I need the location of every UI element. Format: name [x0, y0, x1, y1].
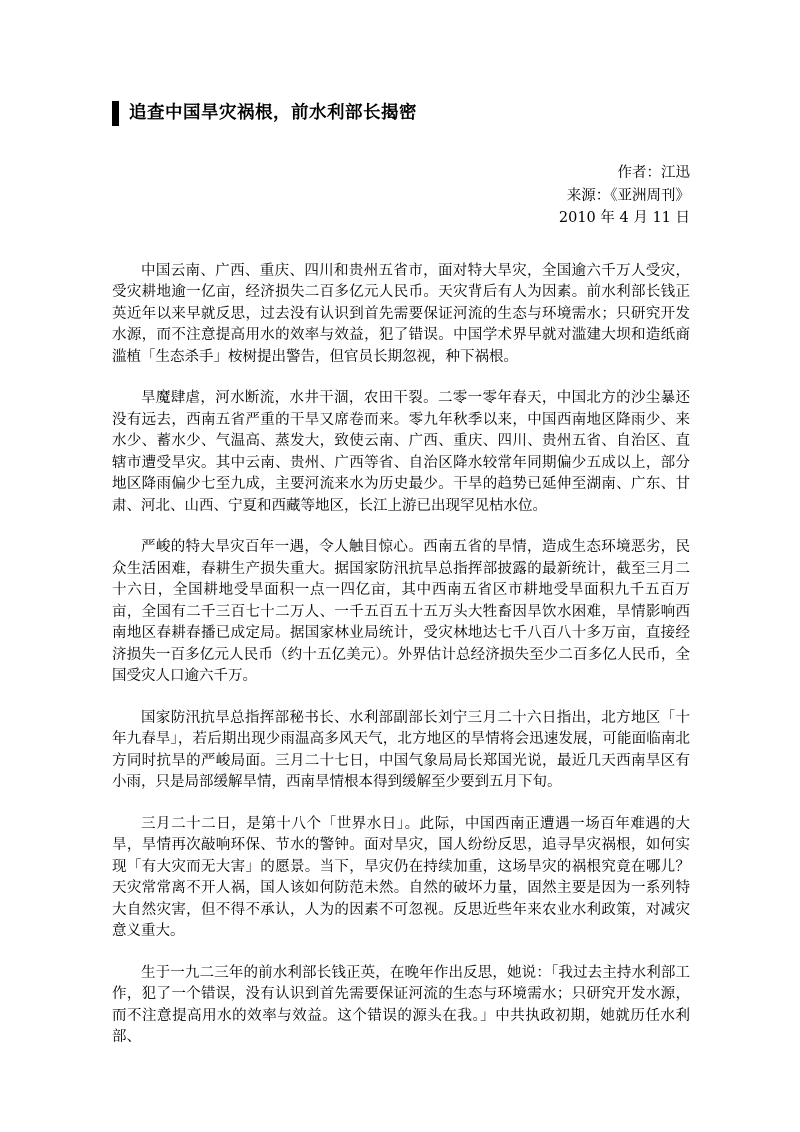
- article-paragraph-2: 旱魔肆虐，河水断流，水井干涸，农田干裂。二零一零年春天，中国北方的沙尘暴还没有远去，西南五省严重的干旱又席卷而来。零九年秋季以来，中国西南地区降雨少、来水少、蓄水少、气温高、蒸发大，致使云南、广西、重庆、四川、贵州五省、自治区、直辖市遭受旱灾。其中云南、贵州、广西等省、自治区降水较常年同期偏少五成以上，部分地区降雨偏少七至九成，主要河流来水为历史最少。干旱的趋势已延伸至湖南、广东、甘肃、河北、山西、宁夏和西藏等地区，长江上游已出现罕见枯水位。: [112, 390, 690, 514]
- article-paragraph-1: 中国云南、广西、重庆、四川和贵州五省市，面对特大旱灾，全国逾六千万人受灾，受灾耕地逾一亿亩，经济损失二百多亿元人民币。天灾背后有人为因素。前水利部长钱正英近年以来早就反思，过去没有认识到首先需要保证河流的生态与环境需水；只研究开发水源，而不注意提高用水的效率与效益，犯了错误。中国学术界早就对滥建大坝和造纸商滥植「生态杀手」桉树提出警告，但官员长期忽视，种下祸根。: [112, 262, 690, 365]
- page-title: 追查中国旱灾祸根，前水利部长揭密: [129, 103, 417, 123]
- byline-source: 来源：《亚洲周刊》: [566, 187, 690, 204]
- article-body: [112, 261, 690, 1049]
- byline-date: 2010 年 4 月 11 日: [558, 210, 690, 226]
- article-paragraph-4: 国家防汛抗旱总指挥部秘书长、水利部副部长刘宁三月二十六日指出，北方地区「十年九春旱」，若后期出现少雨温高多风天气，北方地区的旱情将会迅速发展，可能面临南北方同时抗旱的严峻局面。三月二十七日，中国气象局局长郑国光说，最近几天西南旱区有小雨，只是局部缓解旱情，西南旱情根本得到缓解至少要到五月下旬。: [112, 709, 690, 790]
- document-content: [112, 100, 690, 1049]
- article-paragraph-3: 严峻的特大旱灾百年一遇，令人触目惊心。西南五省的旱情，造成生态环境恶劣，民众生活困难，春耕生产损失重大。据国家防汛抗旱总指挥部披露的最新统计，截至三月二十六日，全国耕地受旱面积一点一四亿亩，其中西南五省区市耕地受旱面积九千五百万亩，全国有二千三百七十二万人、一千五百五十五万头大牲畜因旱饮水困难，旱情影响西南地区春耕春播已成定局。据国家林业局统计，受灾林地达七千八百八十多万亩，直接经济损失一百多亿元人民币（约十五亿美元）。外界估计总经济损失至少二百多亿人民币，全国受灾人口逾六千万。: [112, 539, 690, 684]
- article-paragraph-5: 三月二十二日，是第十八个「世界水日」。此际，中国西南正遭遇一场百年难遇的大旱，旱情再次敲响环保、节水的警钟。面对旱灾，国人纷纷反思，追寻旱灾祸根，如何实现「有大灾而无大害」的愿景。当下，旱灾仍在持续加重，这场旱灾的祸根究竟在哪儿？天灾常常离不开人祸，国人该如何防范未然。自然的破坏力量，固然主要是因为一系列特大自然灾害，但不得不承认，人为的因素不可忽视。反思近些年来农业水利政策，对减灾意义重大。: [112, 815, 690, 939]
- byline-author: 作者：江迅: [617, 165, 690, 181]
- byline-block: [112, 162, 690, 230]
- article-paragraph-6: 生于一九二三年的前水利部长钱正英，在晚年作出反思，她说：「我过去主持水利部工作，犯了一个错误，没有认识到首先需要保证河流的生态与环境需水；只研究开发水源，而不注意提高用水的效率与效益。这个错误的源头在我。」中共执政初期，她就历任水利部、: [112, 964, 690, 1045]
- title-accent-bar: [112, 101, 119, 126]
- title-row: [112, 100, 690, 126]
